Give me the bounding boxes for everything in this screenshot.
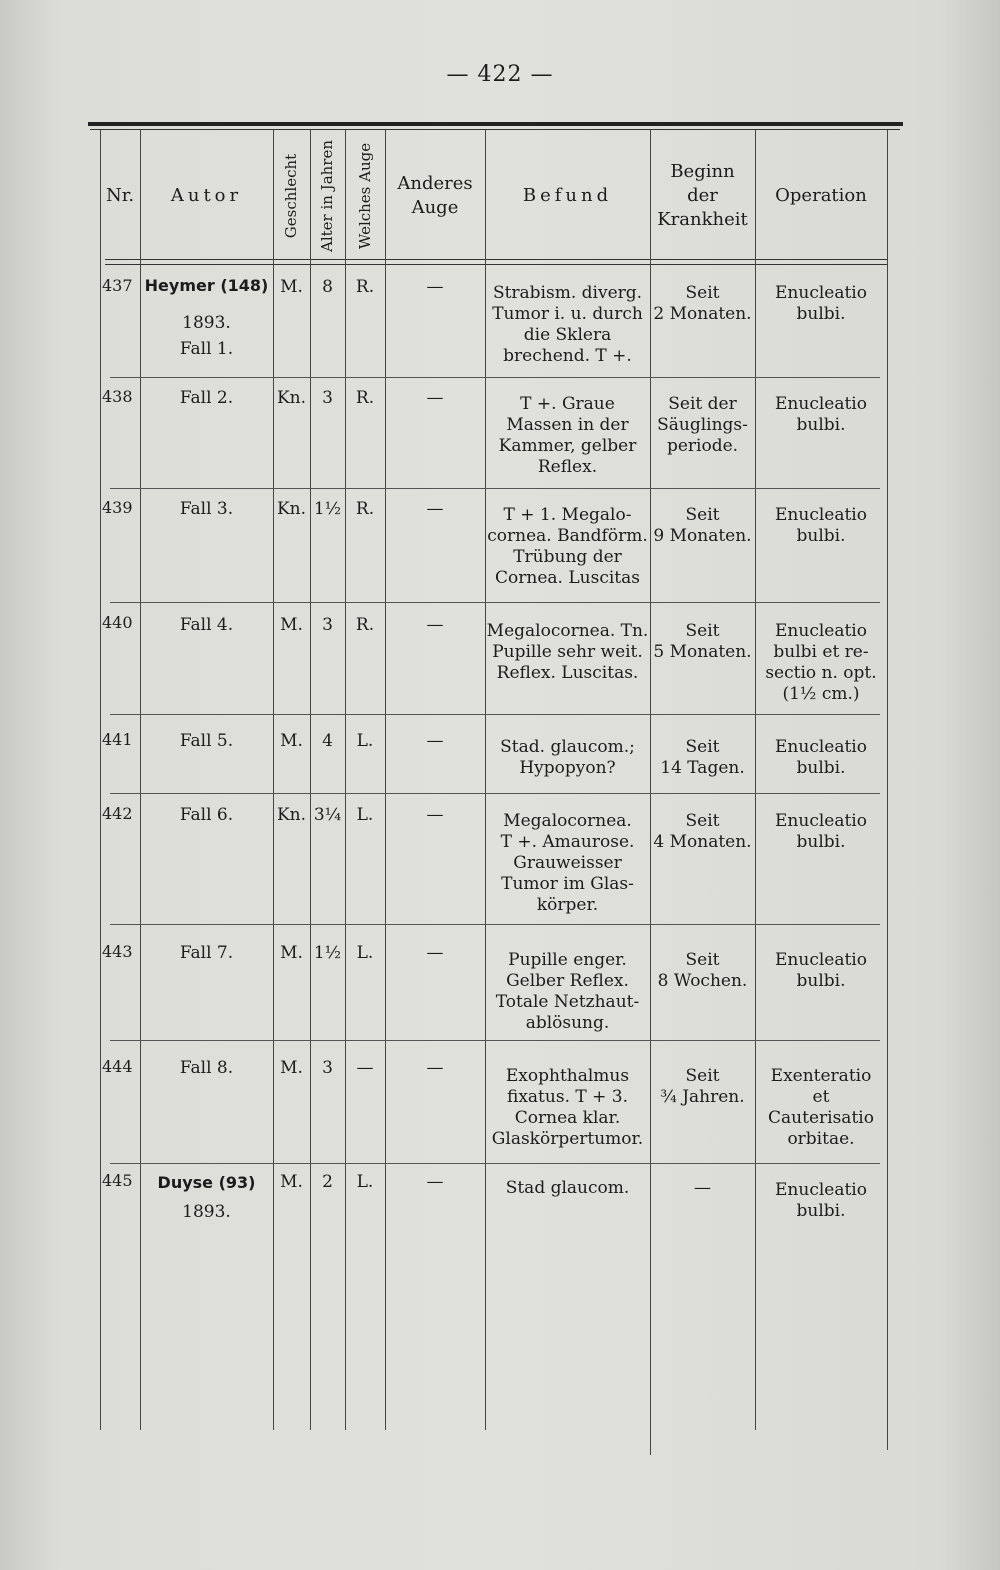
row-eye: R. [355, 277, 375, 297]
row-autor: 1893. [182, 1202, 231, 1222]
row-operation: Enucleatio bulbi. [775, 283, 867, 324]
row-autor: Fall 2. [179, 388, 234, 408]
row-age: 4 [322, 731, 333, 751]
row-sex: M. [280, 1172, 303, 1192]
row-autor: Fall 6. [179, 805, 234, 825]
header-geschlecht: Geschlecht [282, 153, 301, 239]
row-beginn: Seit 5 Monaten. [653, 621, 752, 662]
row-operation: Enucleatio bulbi. [775, 1180, 867, 1221]
header-rule-lower [105, 264, 888, 265]
row-nr: 443 [102, 942, 133, 961]
row-other-eye: — [426, 388, 444, 408]
row-operation: Enucleatio bulbi et re- sectio n. opt. (1½ cm.) [765, 621, 877, 704]
row-befund: Megalocornea. T +. Amaurose. Grauweisser Tumor im Glas- körper. [500, 811, 635, 915]
row-beginn: Seit 14 Tagen. [660, 737, 745, 778]
row-nr: 442 [102, 804, 133, 823]
row-sex: Kn. [276, 499, 307, 519]
row-befund: Megalocornea. Tn. Pupille sehr weit. Reflex. Luscitas. [486, 621, 649, 683]
row-befund: Stad glaucom. [505, 1178, 630, 1198]
row-sex: M. [280, 731, 303, 751]
row-separator [110, 377, 880, 378]
header-autor: Autor [170, 185, 243, 206]
row-sex: M. [280, 1058, 303, 1078]
row-other-eye: — [426, 499, 444, 519]
row-befund: Pupille enger. Gelber Reflex. Totale Netzhaut- ablösung. [495, 950, 640, 1033]
header-rule [105, 259, 888, 260]
row-other-eye: — [426, 1172, 444, 1192]
row-sex: M. [280, 277, 303, 297]
row-eye: L. [356, 943, 374, 963]
row-beginn: Seit 8 Wochen. [657, 950, 748, 991]
row-age: 3 [322, 1058, 333, 1078]
header-nr: Nr. [105, 185, 135, 206]
row-befund: T +. Graue Massen in der Kammer, gelber Reflex. [498, 394, 637, 477]
row-nr: 445 [102, 1171, 133, 1190]
row-eye: — [356, 1058, 374, 1078]
row-eye: R. [355, 499, 375, 519]
row-other-eye: — [426, 731, 444, 751]
column-line [100, 130, 101, 1430]
row-separator [110, 793, 880, 794]
row-beginn: Seit 9 Monaten. [653, 505, 752, 546]
row-autor: 1893. Fall 1. [179, 313, 234, 359]
row-separator [110, 1163, 880, 1164]
row-operation: Enucleatio bulbi. [775, 394, 867, 435]
row-beginn: Seit der Säuglings- periode. [657, 394, 748, 456]
row-autor: Fall 5. [179, 731, 234, 751]
column-line [887, 130, 888, 1450]
row-sex: Kn. [276, 388, 307, 408]
row-other-eye: — [426, 1058, 444, 1078]
row-operation: Exenteratio et Cauterisatio orbitae. [768, 1066, 874, 1149]
row-eye: R. [355, 388, 375, 408]
row-age: 3¼ [313, 805, 342, 825]
row-autor: Fall 7. [179, 943, 234, 963]
row-age: 1½ [313, 499, 342, 519]
row-autor: Fall 3. [179, 499, 234, 519]
header-beginn: Beginn der Krankheit [657, 161, 748, 230]
row-nr: 444 [102, 1057, 133, 1076]
row-autor: Fall 4. [179, 615, 234, 635]
column-line [273, 130, 274, 1430]
header-alter: Alter in Jahren [318, 139, 337, 253]
row-other-eye: — [426, 805, 444, 825]
row-sex: Kn. [276, 805, 307, 825]
header-befund: Befund [522, 185, 613, 206]
row-befund: Strabism. diverg. Tumor i. u. durch die Sklera brechend. T +. [492, 283, 643, 366]
column-line [385, 130, 386, 1430]
row-other-eye: — [426, 943, 444, 963]
row-beginn: Seit 2 Monaten. [653, 283, 752, 324]
row-nr: 437 [102, 276, 133, 295]
row-nr: 439 [102, 498, 133, 517]
row-befund: T + 1. Megalo- cornea. Bandförm. Trübung der Cornea. Luscitas [487, 505, 648, 588]
row-nr: 440 [102, 613, 133, 632]
row-eye: L. [356, 731, 374, 751]
row-age: 3 [322, 615, 333, 635]
top-rule-thin [90, 129, 900, 130]
row-nr: 441 [102, 730, 133, 749]
row-autor-name: Duyse (93) [157, 1173, 256, 1192]
column-line [345, 130, 346, 1430]
row-age: 2 [322, 1172, 333, 1192]
row-age: 1½ [313, 943, 342, 963]
row-sex: M. [280, 943, 303, 963]
row-separator [110, 1040, 880, 1041]
row-operation: Enucleatio bulbi. [775, 950, 867, 991]
row-separator [110, 714, 880, 715]
row-operation: Enucleatio bulbi. [775, 505, 867, 546]
row-befund: Exophthalmus fixatus. T + 3. Cornea klar. Glaskörpertumor. [491, 1066, 644, 1149]
row-nr: 438 [102, 387, 133, 406]
row-eye: L. [356, 805, 374, 825]
row-beginn: — [694, 1178, 711, 1198]
column-line [310, 130, 311, 1430]
row-separator [110, 602, 880, 603]
row-separator [110, 924, 880, 925]
row-age: 3 [322, 388, 333, 408]
header-welches-auge: Welches Auge [356, 142, 374, 250]
row-eye: L. [356, 1172, 374, 1192]
row-other-eye: — [426, 277, 444, 297]
header-operation: Operation [775, 185, 867, 206]
row-sex: M. [280, 615, 303, 635]
row-befund: Stad. glaucom.; Hypopyon? [500, 737, 635, 778]
row-beginn: Seit ¾ Jahren. [660, 1066, 745, 1107]
row-beginn: Seit 4 Monaten. [653, 811, 752, 852]
row-operation: Enucleatio bulbi. [775, 811, 867, 852]
top-rule [88, 122, 903, 126]
page-number: — 422 — [446, 62, 554, 87]
row-autor: Fall 8. [179, 1058, 234, 1078]
header-anderes-auge: Anderes Auge [397, 173, 473, 218]
row-separator [110, 488, 880, 489]
row-autor-name: Heymer (148) [144, 276, 269, 295]
row-other-eye: — [426, 615, 444, 635]
row-operation: Enucleatio bulbi. [775, 737, 867, 778]
column-line [755, 130, 756, 1430]
row-eye: R. [355, 615, 375, 635]
row-age: 8 [322, 277, 333, 297]
